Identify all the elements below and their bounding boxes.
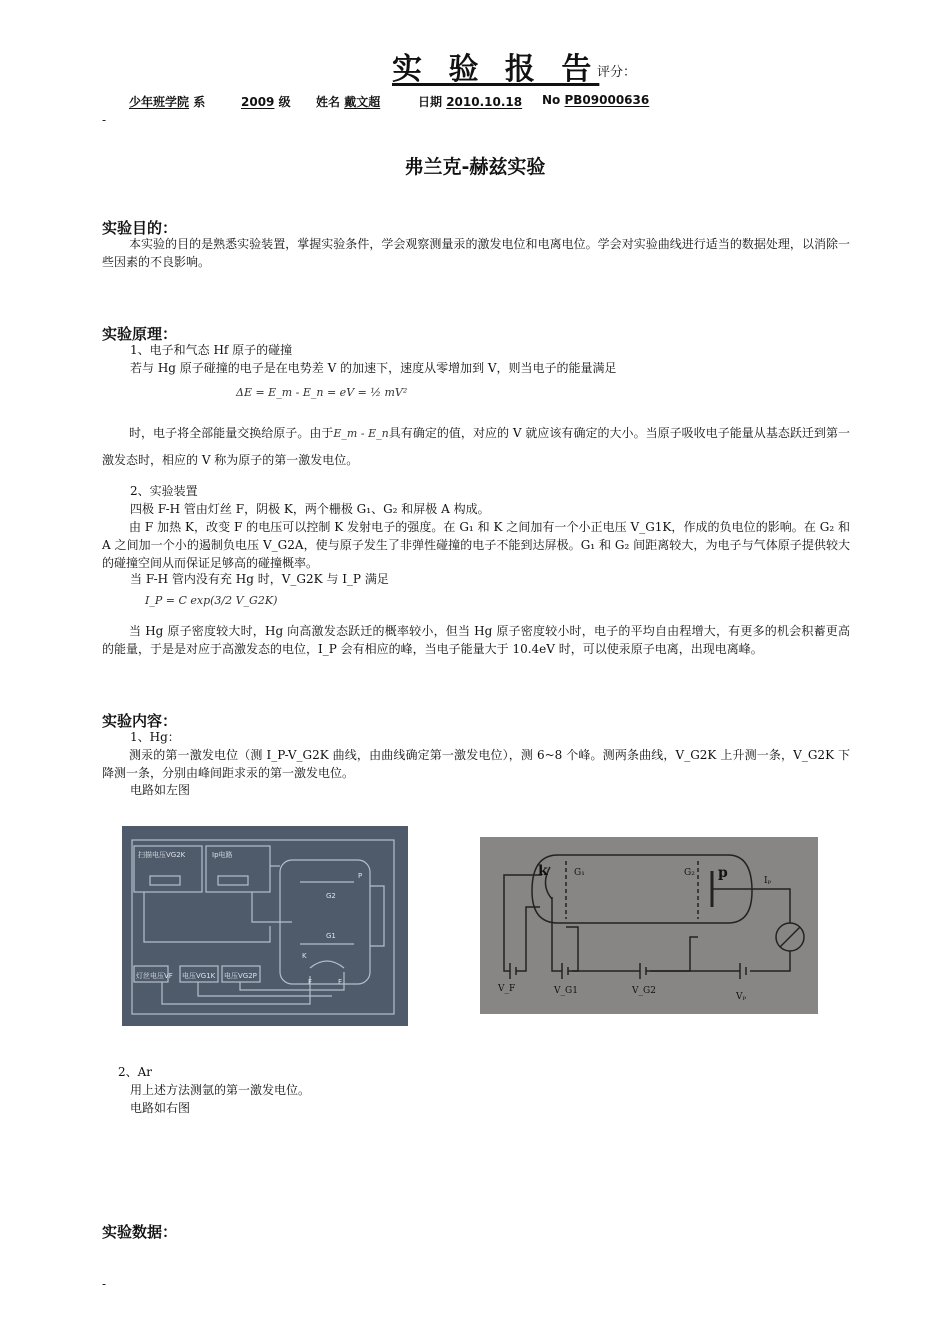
- content-s2-title: 2、Ar: [118, 1065, 153, 1079]
- label-cathode-k: k: [538, 863, 548, 879]
- grade-field: [241, 93, 291, 110]
- content-s2-text: 用上述方法测氩的第一激发电位。: [130, 1083, 311, 1097]
- label-plate-p: p: [718, 865, 728, 881]
- content-s1-title: 1、Hg：: [130, 730, 180, 744]
- label-current-ip: Iₚ: [764, 876, 772, 886]
- name-value: 戴文超: [344, 95, 381, 109]
- principle-s1-title: 1、电子和气态 Hf 原子的碰撞: [130, 343, 293, 357]
- label-grid-g2: G₂: [684, 868, 695, 878]
- label-vf: V_F: [498, 984, 516, 994]
- dept-suffix: 系: [193, 95, 206, 109]
- date-value: 2010.10.18: [446, 95, 523, 109]
- dept-field: [129, 93, 205, 110]
- principle-s1-after-b: 具有确定的值，对应的 V 就应该有确定的大小。当原子吸收电子能量从基态跃迁到第一激发态时，相应的 V 称为原子的第一激发电位。: [102, 426, 850, 467]
- principle-heading: 实验原理：: [102, 325, 178, 343]
- content-s1-text: 测汞的第一激发电位（测 I_P-V_G2K 曲线，由曲线确定第一激发电位），测 6~8 个峰。测两条曲线，V_G2K 上升测一条，V_G2K 下降测一条，分别由峰间距求汞的第一激发电位。: [102, 748, 850, 780]
- name-field: [316, 93, 380, 110]
- label-vp: Vₚ: [736, 992, 747, 1002]
- principle-s1-text: 若与 Hg 原子碰撞的电子是在电势差 V 的加速下，速度从零增加到 V，则当电子的能量满足: [130, 361, 617, 375]
- content-heading: 实验内容：: [102, 712, 178, 730]
- label-f1: F: [308, 978, 313, 986]
- label-vg2: V_G2: [632, 986, 656, 996]
- grade-suffix: 级: [278, 95, 291, 109]
- label-g2: G2: [326, 892, 336, 900]
- label-vg1k: 电压VG1K: [182, 972, 216, 980]
- date-label: 日期: [418, 95, 443, 109]
- purpose-heading: 实验目的：: [102, 219, 178, 237]
- data-heading: 实验数据：: [102, 1223, 178, 1241]
- principle-s1-after: [102, 420, 850, 473]
- principle-s2-p2: 由 F 加热 K，改变 F 的电压可以控制 K 发射电子的强度。在 G₁ 和 K 之间加有一个小正电压 V_G1K，作成的负电位的影响。在 G₂ 和 A 之间加一个小的遏制负电压 V_G2A，使与原子发生了非弹性碰撞的电子不能到达屏极。G₁ 和 G₂ 间距离较大，为电子与气体原子提供较大的碰撞空间从而保证足够高的碰撞概率。: [102, 520, 850, 570]
- no-value: PB09000636: [564, 93, 650, 107]
- label-vg1: V_G1: [554, 986, 578, 996]
- label-f2: F: [338, 978, 343, 986]
- date-field: [418, 93, 522, 110]
- no-field: [542, 93, 649, 107]
- dept-value: 少年班学院: [129, 95, 190, 109]
- dash-mark-bottom: -: [102, 1277, 107, 1291]
- label-p: P: [358, 872, 363, 880]
- principle-s2-title: 2、实验装置: [130, 484, 198, 498]
- label-ip-circuit: Ip电路: [212, 851, 233, 859]
- label-k: K: [302, 952, 307, 960]
- energy-formula: ΔE = E_m - E_n = eV = ½ mV²: [236, 386, 408, 399]
- label-scan-voltage: 扫描电压VG2K: [138, 851, 186, 859]
- current-formula: I_P = C exp(3/2 V_G2K): [145, 594, 278, 607]
- principle-s2-p1: 四极 F-H 管由灯丝 F，阴极 K，两个栅极 G₁、G₂ 和屏极 A 构成。: [130, 502, 490, 516]
- label-filament-voltage: 灯丝电压VF: [136, 972, 173, 980]
- experiment-title: 弗兰克-赫兹实验: [404, 156, 546, 178]
- score-label: 评分：: [597, 65, 637, 80]
- content-s2-circuit: 电路如右图: [130, 1101, 191, 1115]
- principle-s1-after-a: 时，电子将全部能量交换给原子。由于: [129, 426, 334, 440]
- no-label: No: [542, 93, 561, 107]
- label-grid-g1: G₁: [574, 868, 585, 878]
- grade-value: 2009: [241, 95, 275, 109]
- purpose-text: 本实验的目的是熟悉实验装置，掌握实验条件，学会观察测量汞的激发电位和电离电位。学会对实验曲线进行适当的数据处理，以消除一些因素的不良影响。: [102, 237, 850, 269]
- circuit-photo-right: [480, 837, 818, 1014]
- report-title: 实 验 报 告: [392, 52, 600, 87]
- label-g1: G1: [326, 932, 336, 940]
- dash-mark: -: [102, 113, 107, 127]
- label-vg2p: 电压VG2P: [224, 972, 257, 980]
- name-label: 姓名: [316, 95, 341, 109]
- energy-diff-inline: E_m - E_n: [333, 427, 389, 440]
- principle-s2-p3: 当 F-H 管内没有充 Hg 时，V_G2K 与 I_P 满足: [130, 572, 389, 586]
- principle-s2-p4: 当 Hg 原子密度较大时，Hg 向高激发态跃迁的概率较小，但当 Hg 原子密度较小时，电子的平均自由程增大，有更多的机会积蓄更高的能量，于是是对应于高激发态的电位，I_P 会有相应的峰，当电子能量大于 10.4eV 时，可以使汞原子电离，出现电离峰。: [102, 624, 850, 656]
- circuit-photo-left: [122, 826, 408, 1026]
- content-s1-circuit: 电路如左图: [130, 783, 191, 797]
